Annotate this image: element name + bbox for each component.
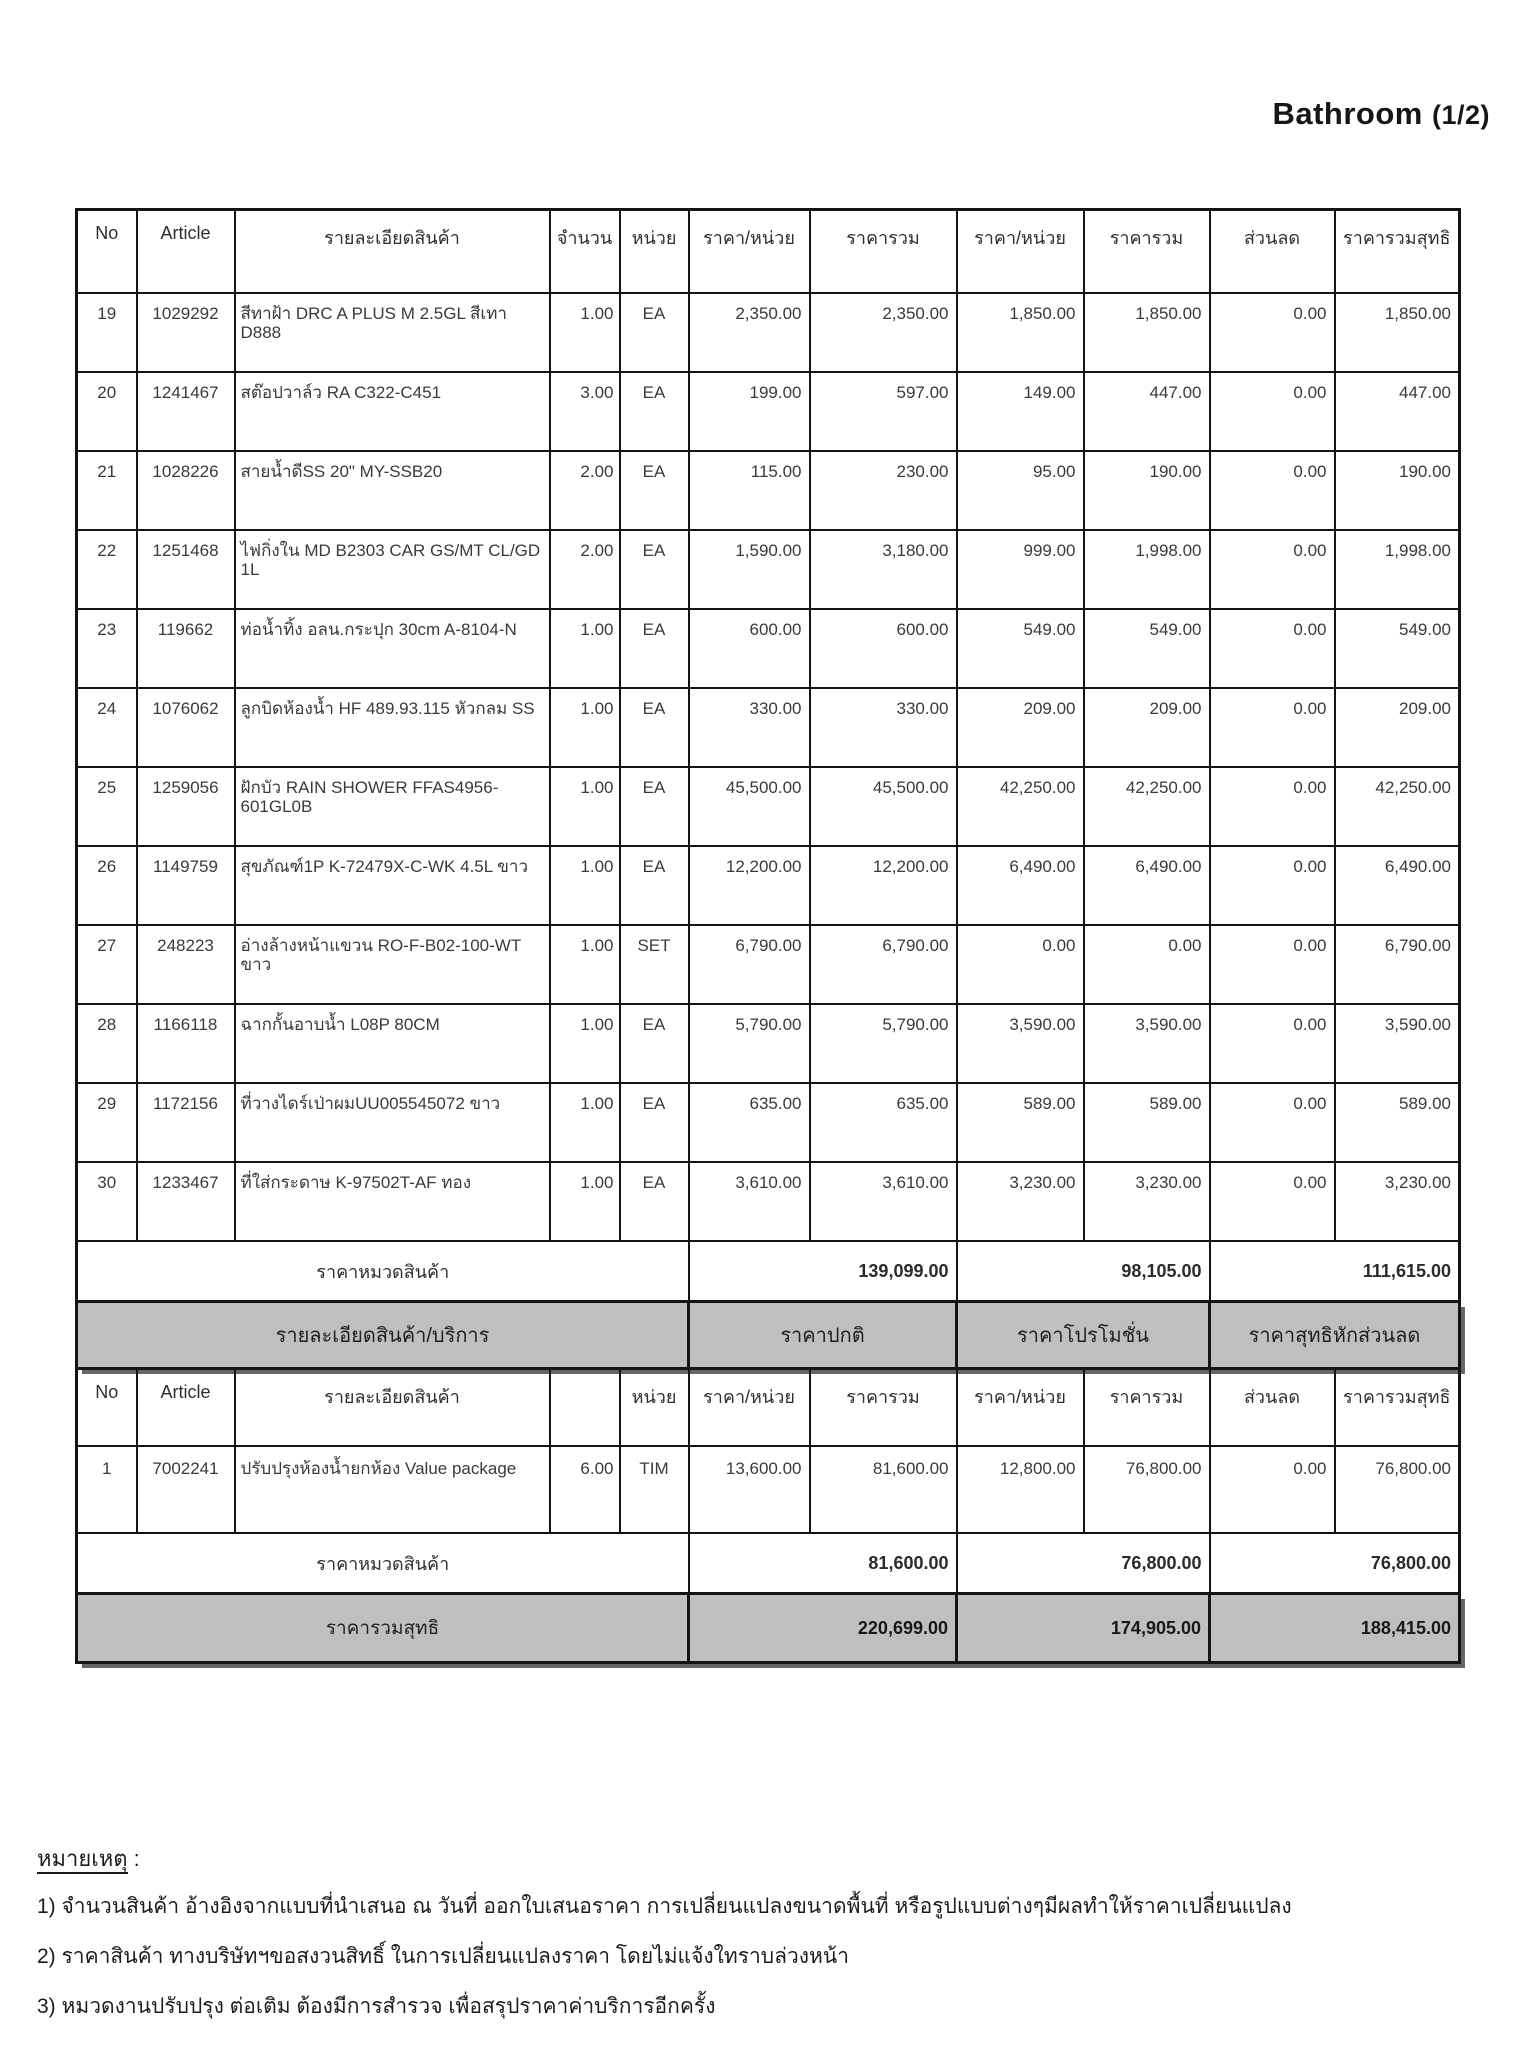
cell-qty: 2.00 [550,530,620,609]
cell-promo-total: 589.00 [1084,1083,1210,1162]
cell-article: 1241467 [137,372,235,451]
cell-unit: EA [620,293,689,372]
cell-total-price: 635.00 [810,1083,957,1162]
col-header-net-total: ราคารวมสุทธิ [1335,210,1460,294]
cell-no: 22 [77,530,137,609]
product-row [77,767,1460,846]
cell-no: 25 [77,767,137,846]
page-number: (1/2) [1431,100,1490,130]
cell-discount: 0.00 [1210,451,1335,530]
cell-promo-unit-price: 549.00 [957,609,1084,688]
cell-unit: EA [620,1083,689,1162]
cell-qty: 1.00 [550,688,620,767]
product-row [77,688,1460,767]
cell-qty: 1.00 [550,1162,620,1241]
cell-description: สุขภัณฑ์1P K-72479X-C-WK 4.5L ขาว [235,846,550,925]
cell-discount: 0.00 [1210,925,1335,1004]
svc-col-header-unit: หน่วย [620,1369,689,1447]
cell-unit-price: 115.00 [689,451,810,530]
cell-unit: SET [620,925,689,1004]
cell-promo-unit-price: 589.00 [957,1083,1084,1162]
col-header-qty: จำนวน [550,210,620,294]
cell-unit-price: 12,200.00 [689,846,810,925]
svc-col-header-qty [550,1369,620,1447]
cell-no: 28 [77,1004,137,1083]
cell-net-total: 42,250.00 [1335,767,1460,846]
notes-heading-text: หมายเหตุ [37,1846,128,1874]
product-row [77,293,1460,372]
cell-unit-price: 330.00 [689,688,810,767]
svc-col-header-net-total: ราคารวมสุทธิ [1335,1369,1460,1447]
cell-qty: 1.00 [550,1083,620,1162]
note-line-3: 3) หมวดงานปรับปรุง ต่อเติม ต้องมีการสำรวจ เพื่อสรุปราคาค่าบริการอีกครั้ง [37,1995,716,2018]
cell-discount: 0.00 [1210,1162,1335,1241]
cell-description: ฉากกั้นอาบน้ำ L08P 80CM [235,1004,550,1083]
cell-discount: 0.00 [1210,1004,1335,1083]
grand-total-normal: 220,699.00 [689,1594,957,1663]
cell-total-price: 5,790.00 [810,1004,957,1083]
cell-promo-total: 76,800.00 [1084,1446,1210,1533]
cell-description: สายน้ำดีSS 20" MY-SSB20 [235,451,550,530]
cell-qty: 1.00 [550,1004,620,1083]
products-subtotal-promo: 98,105.00 [957,1241,1210,1302]
cell-unit-price: 6,790.00 [689,925,810,1004]
cell-total-price: 330.00 [810,688,957,767]
products-subtotal-row [77,1241,1460,1302]
products-header-row [77,210,1460,294]
cell-qty: 1.00 [550,925,620,1004]
cell-net-total: 589.00 [1335,1083,1460,1162]
cell-no: 29 [77,1083,137,1162]
cell-total-price: 597.00 [810,372,957,451]
product-row [77,451,1460,530]
cell-promo-unit-price: 12,800.00 [957,1446,1084,1533]
section-detail-label: รายละเอียดสินค้า/บริการ [77,1302,689,1369]
svc-col-header-discount: ส่วนลด [1210,1369,1335,1447]
col-header-total-price: ราคารวม [810,210,957,294]
cell-net-total: 190.00 [1335,451,1460,530]
cell-article: 1251468 [137,530,235,609]
svc-col-header-total-price: ราคารวม [810,1369,957,1447]
col-header-no: No [77,210,137,294]
cell-total-price: 45,500.00 [810,767,957,846]
cell-unit-price: 3,610.00 [689,1162,810,1241]
services-subtotal-net: 76,800.00 [1210,1533,1460,1594]
cell-no: 1 [77,1446,137,1533]
cell-description: ที่วางไดร์เป่าผมUU005545072 ขาว [235,1083,550,1162]
cell-unit: EA [620,372,689,451]
cell-description: สต๊อปวาล์ว RA C322-C451 [235,372,550,451]
cell-net-total: 1,850.00 [1335,293,1460,372]
cell-unit: EA [620,609,689,688]
cell-unit-price: 45,500.00 [689,767,810,846]
cell-description: ที่ใส่กระดาษ K-97502T-AF ทอง [235,1162,550,1241]
grand-total-net: 188,415.00 [1210,1594,1460,1663]
cell-article: 7002241 [137,1446,235,1533]
cell-article: 1172156 [137,1083,235,1162]
products-subtotal-label: ราคาหมวดสินค้า [77,1241,689,1302]
product-row [77,1004,1460,1083]
cell-net-total: 549.00 [1335,609,1460,688]
cell-qty: 1.00 [550,767,620,846]
services-subtotal-normal: 81,600.00 [689,1533,957,1594]
cell-no: 20 [77,372,137,451]
cell-no: 21 [77,451,137,530]
svc-col-header-article: Article [137,1369,235,1447]
cell-promo-total: 1,850.00 [1084,293,1210,372]
cell-total-price: 230.00 [810,451,957,530]
cell-qty: 1.00 [550,293,620,372]
cell-discount: 0.00 [1210,767,1335,846]
cell-net-total: 447.00 [1335,372,1460,451]
cell-article: 248223 [137,925,235,1004]
cell-unit-price: 199.00 [689,372,810,451]
cell-total-price: 6,790.00 [810,925,957,1004]
cell-no: 27 [77,925,137,1004]
cell-discount: 0.00 [1210,609,1335,688]
cell-unit-price: 2,350.00 [689,293,810,372]
col-header-article: Article [137,210,235,294]
cell-net-total: 76,800.00 [1335,1446,1460,1533]
cell-no: 24 [77,688,137,767]
cell-net-total: 209.00 [1335,688,1460,767]
svc-col-header-unit-price: ราคา/หน่วย [689,1369,810,1447]
col-header-promo-unit-price: ราคา/หน่วย [957,210,1084,294]
cell-promo-unit-price: 42,250.00 [957,767,1084,846]
cell-qty: 1.00 [550,609,620,688]
cell-promo-total: 209.00 [1084,688,1210,767]
cell-unit: EA [620,530,689,609]
cell-article: 1029292 [137,293,235,372]
product-row [77,609,1460,688]
service-row [77,1446,1460,1533]
products-subtotal-net: 111,615.00 [1210,1241,1460,1302]
cell-description: อ่างล้างหน้าแขวน RO-F-B02-100-WT ขาว [235,925,550,1004]
grand-total-label: ราคารวมสุทธิ [77,1594,689,1663]
cell-total-price: 12,200.00 [810,846,957,925]
cell-total-price: 3,180.00 [810,530,957,609]
cell-total-price: 2,350.00 [810,293,957,372]
cell-promo-total: 1,998.00 [1084,530,1210,609]
col-header-discount: ส่วนลด [1210,210,1335,294]
cell-article: 1166118 [137,1004,235,1083]
cell-unit-price: 13,600.00 [689,1446,810,1533]
cell-discount: 0.00 [1210,1083,1335,1162]
cell-description: ฝักบัว RAIN SHOWER FFAS4956-601GL0B [235,767,550,846]
cell-qty: 1.00 [550,846,620,925]
cell-qty: 3.00 [550,372,620,451]
cell-description: สีทาฝ้า DRC A PLUS M 2.5GL สีเทา D888 [235,293,550,372]
cell-promo-unit-price: 999.00 [957,530,1084,609]
col-header-unit-price: ราคา/หน่วย [689,210,810,294]
product-row [77,1162,1460,1241]
cell-unit: EA [620,1162,689,1241]
cell-promo-unit-price: 3,590.00 [957,1004,1084,1083]
notes-heading [37,1836,1497,1882]
cell-promo-total: 42,250.00 [1084,767,1210,846]
cell-net-total: 3,230.00 [1335,1162,1460,1241]
svc-col-header-description: รายละเอียดสินค้า [235,1369,550,1447]
cell-discount: 0.00 [1210,372,1335,451]
cell-total-price: 600.00 [810,609,957,688]
svc-col-header-no: No [77,1369,137,1447]
services-section-header [77,1302,1460,1369]
cell-promo-total: 0.00 [1084,925,1210,1004]
product-row [77,846,1460,925]
cell-promo-total: 549.00 [1084,609,1210,688]
product-row [77,530,1460,609]
cell-no: 23 [77,609,137,688]
cell-discount: 0.00 [1210,530,1335,609]
cell-promo-unit-price: 209.00 [957,688,1084,767]
cell-promo-total: 3,590.00 [1084,1004,1210,1083]
cell-promo-unit-price: 1,850.00 [957,293,1084,372]
cell-discount: 0.00 [1210,293,1335,372]
cell-article: 1076062 [137,688,235,767]
cell-promo-unit-price: 3,230.00 [957,1162,1084,1241]
cell-discount: 0.00 [1210,688,1335,767]
cell-unit-price: 635.00 [689,1083,810,1162]
notes-section [37,1836,1497,2032]
cell-promo-unit-price: 6,490.00 [957,846,1084,925]
cell-description: ท่อน้ำทิ้ง อลน.กระปุก 30cm A-8104-N [235,609,550,688]
products-subtotal-normal: 139,099.00 [689,1241,957,1302]
cell-no: 30 [77,1162,137,1241]
cell-article: 1233467 [137,1162,235,1241]
grand-total-promo: 174,905.00 [957,1594,1210,1663]
cell-net-total: 1,998.00 [1335,530,1460,609]
cell-total-price: 81,600.00 [810,1446,957,1533]
cell-unit: EA [620,688,689,767]
col-header-unit: หน่วย [620,210,689,294]
cell-promo-total: 447.00 [1084,372,1210,451]
cell-promo-unit-price: 95.00 [957,451,1084,530]
cell-no: 19 [77,293,137,372]
cell-total-price: 3,610.00 [810,1162,957,1241]
svc-col-header-promo-unit-price: ราคา/หน่วย [957,1369,1084,1447]
section-normal-price-label: ราคาปกติ [689,1302,957,1369]
cell-promo-total: 6,490.00 [1084,846,1210,925]
col-header-promo-total: ราคารวม [1084,210,1210,294]
cell-article: 1259056 [137,767,235,846]
cell-unit: TIM [620,1446,689,1533]
services-header-row [77,1369,1460,1447]
product-row [77,925,1460,1004]
cell-no: 26 [77,846,137,925]
cell-article: 1149759 [137,846,235,925]
cell-unit: EA [620,451,689,530]
cell-promo-unit-price: 149.00 [957,372,1084,451]
cell-unit: EA [620,846,689,925]
cell-article: 119662 [137,609,235,688]
cell-description: ไฟกิ่งใน MD B2303 CAR GS/MT CL/GD 1L [235,530,550,609]
product-row [77,372,1460,451]
page-title-text: Bathroom [1272,96,1423,131]
cell-promo-total: 3,230.00 [1084,1162,1210,1241]
services-subtotal-label: ราคาหมวดสินค้า [77,1533,689,1594]
cell-description: ปรับปรุงห้องน้ำยกห้อง Value package [235,1446,550,1533]
section-promo-price-label: ราคาโปรโมชั่น [957,1302,1210,1369]
svc-col-header-promo-total: ราคารวม [1084,1369,1210,1447]
notes-heading-colon: : [127,1846,140,1871]
services-subtotal-promo: 76,800.00 [957,1533,1210,1594]
cell-description: ลูกบิดห้องน้ำ HF 489.93.115 หัวกลม SS [235,688,550,767]
cell-promo-total: 190.00 [1084,451,1210,530]
cell-discount: 0.00 [1210,846,1335,925]
services-subtotal-row [77,1533,1460,1594]
col-header-description: รายละเอียดสินค้า [235,210,550,294]
cell-unit: EA [620,1004,689,1083]
note-line-1: 1) จำนวนสินค้า อ้างอิงจากแบบที่นำเสนอ ณ วันที่ ออกใบเสนอราคา การเปลี่ยนแปลงขนาดพื้นที่ หรือรูปแบบต่างๆมีผลทำให้ราคาเปลี่ยนแปลง [37,1895,1292,1918]
quotation-table [75,208,1461,1664]
cell-article: 1028226 [137,451,235,530]
page-title [1272,96,1490,132]
grand-total-row [77,1594,1460,1663]
cell-unit-price: 1,590.00 [689,530,810,609]
cell-unit-price: 5,790.00 [689,1004,810,1083]
section-net-price-label: ราคาสุทธิหักส่วนลด [1210,1302,1460,1369]
cell-net-total: 6,490.00 [1335,846,1460,925]
cell-net-total: 3,590.00 [1335,1004,1460,1083]
cell-discount: 0.00 [1210,1446,1335,1533]
cell-net-total: 6,790.00 [1335,925,1460,1004]
cell-promo-unit-price: 0.00 [957,925,1084,1004]
cell-unit: EA [620,767,689,846]
cell-qty: 6.00 [550,1446,620,1533]
product-row [77,1083,1460,1162]
note-line-2: 2) ราคาสินค้า ทางบริษัทฯขอสงวนสิทธิ์ ในการเปลี่ยนแปลงราคา โดยไม่แจ้งใทราบล่วงหน้า [37,1945,850,1968]
cell-qty: 2.00 [550,451,620,530]
cell-unit-price: 600.00 [689,609,810,688]
